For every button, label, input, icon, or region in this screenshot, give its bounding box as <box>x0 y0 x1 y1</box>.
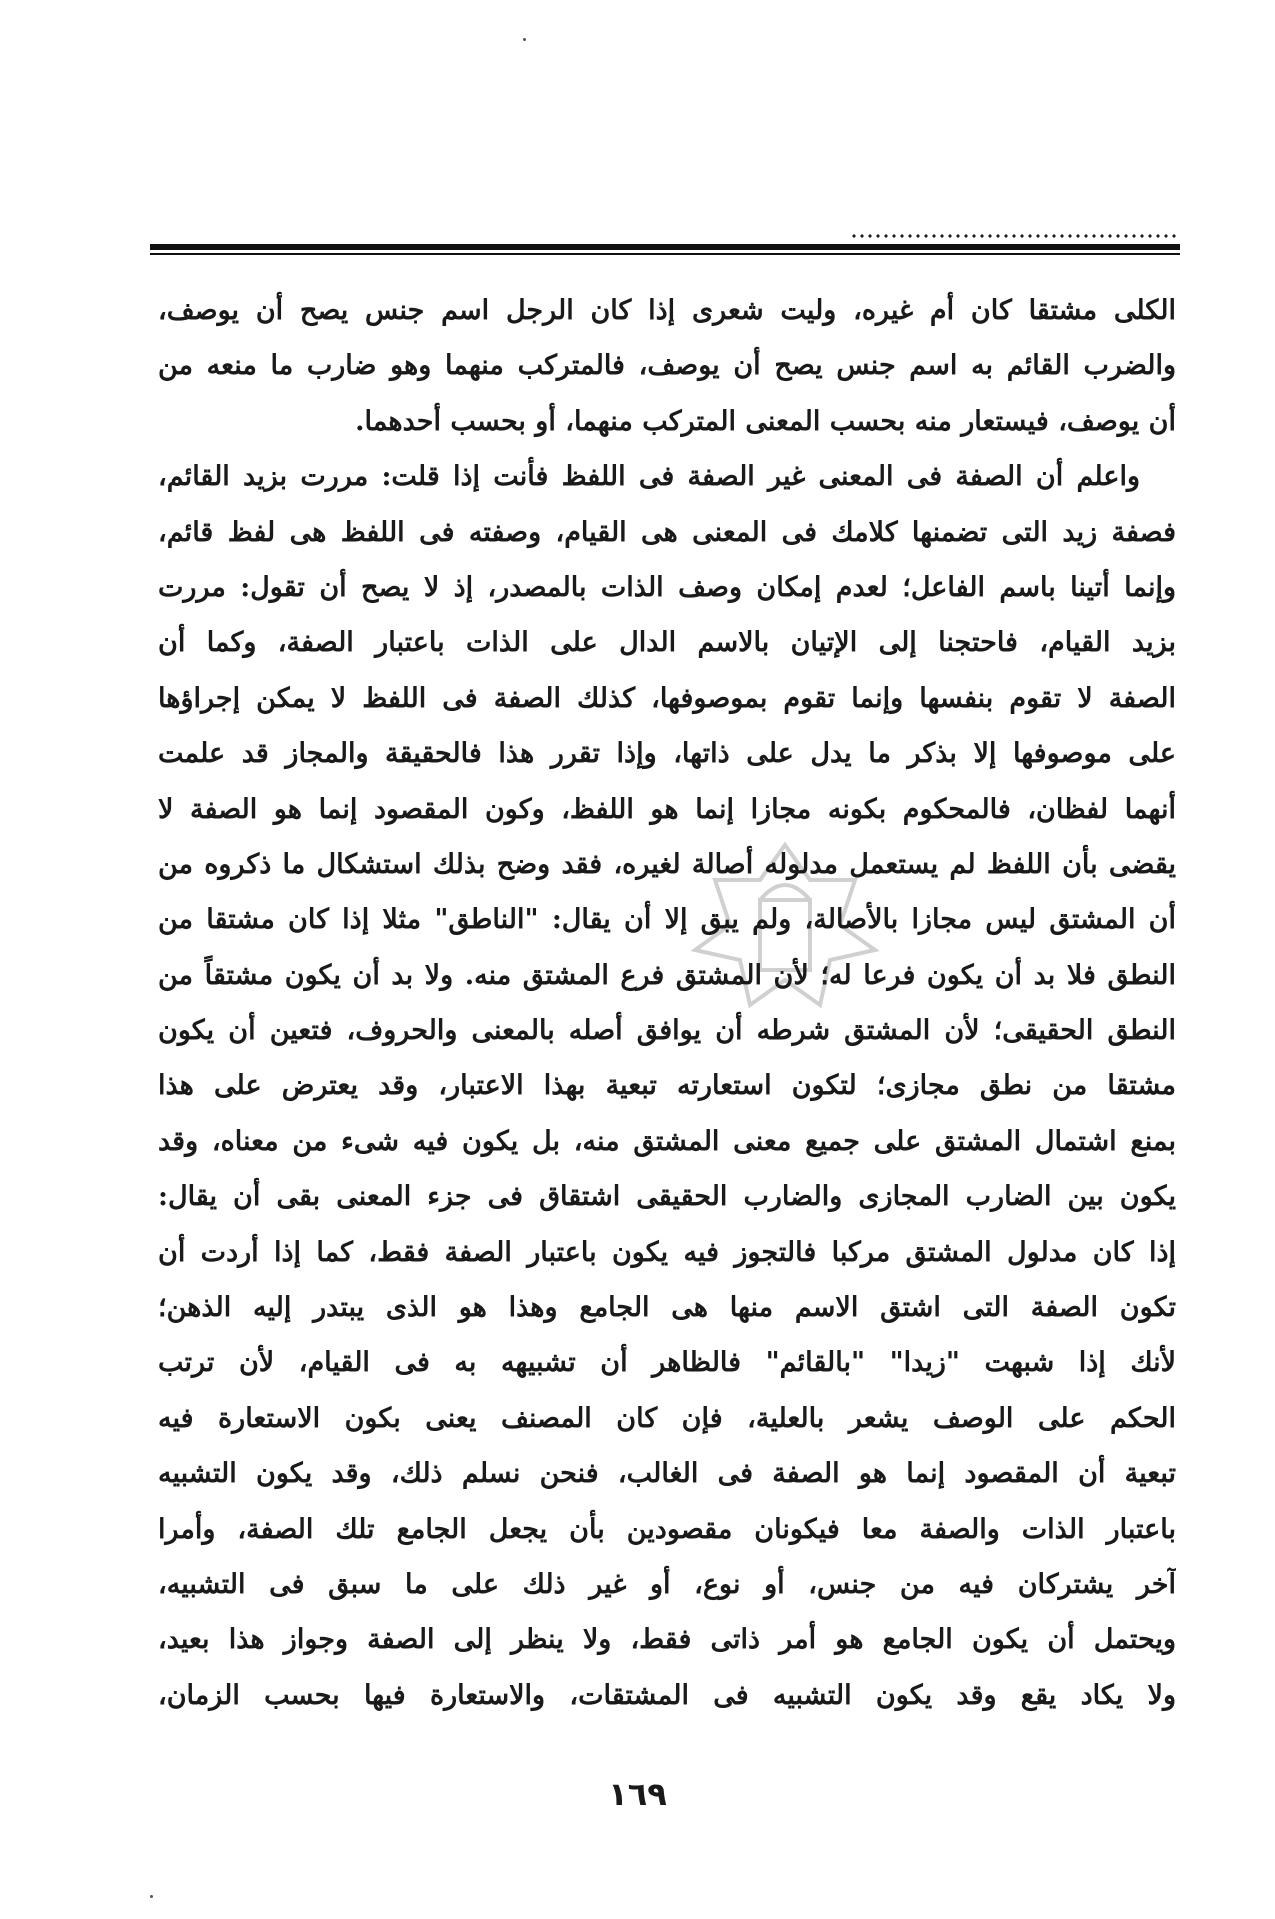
text-line: والضرب القائم به اسم جنس يصح أن يوصف، فالمتركب منهما وهو ضارب ما منعه من <box>158 350 1176 382</box>
header-thin-line <box>150 253 1180 255</box>
text-line: يقضى بأن اللفظ لم يستعمل مدلوله أصالة لغيره، فقد وضح بذلك استشكال ما ذكروه من <box>158 848 1176 880</box>
text-line: لأنك إذا شبهت "زيدا" "بالقائم" فالظاهر أن تشبيهه به فى القيام، لأن ترتب <box>158 1347 1176 1379</box>
header-thick-line <box>150 244 1180 250</box>
text-line: ولا يكاد يقع وقد يكون التشبيه فى المشتقات، والاستعارة فيها بحسب الزمان، <box>158 1679 1176 1711</box>
text-line: النطق فلا بد أن يكون فرعا له؛ لأن المشتق فرع المشتق منه. ولا بد أن يكون مشتقاً من <box>158 959 1176 991</box>
text-line: تبعية أن المقصود إنما هو الصفة فى الغالب، فنحن نسلم ذلك، وقد يكون التشبيه <box>158 1458 1176 1490</box>
text-line: النطق الحقيقى؛ لأن المشتق شرطه أن يوافق أصله بالمعنى والحروف، فتعين أن يكون <box>158 1015 1176 1047</box>
text-line: الصفة لا تقوم بنفسها وإنما تقوم بموصوفها، كذلك الصفة فى اللفظ لا يمكن إجراؤها <box>158 682 1176 714</box>
text-line: أن يوصف، فيستعار منه بحسب المعنى المتركب منهما، أو بحسب أحدهما. <box>355 405 1176 437</box>
text-line: إذا كان مدلول المشتق مركبا فالتجوز فيه يكون باعتبار الصفة فقط، كما إذا أردت أن <box>158 1236 1176 1268</box>
text-line: ويحتمل أن يكون الجامع هو أمر ذاتى فقط، ولا ينظر إلى الصفة وجواز هذا بعيد، <box>158 1624 1176 1656</box>
scan-speck <box>523 38 526 41</box>
text-line: على موصوفها إلا بذكر ما يدل على ذاتها، وإذا تقرر هذا فالحقيقة والمجاز قد علمت <box>158 738 1176 770</box>
header-rule <box>150 234 1180 256</box>
header-dotted-line <box>850 234 1180 238</box>
text-line: بزيد القيام، فاحتجنا إلى الإتيان بالاسم الدال على الذات باعتبار الصفة، وكما أن <box>158 627 1176 659</box>
page-number: ١٦٩ <box>608 1775 667 1813</box>
text-line: أنهما لفظان، فالمحكوم بكونه مجازا إنما هو اللفظ، وكون المقصود إنما هو الصفة لا <box>158 793 1176 825</box>
text-line: مشتقا من نطق مجازى؛ لتكون استعارته تبعية بهذا الاعتبار، وقد يعترض على هذا <box>158 1070 1176 1102</box>
text-line: يكون بين الضارب المجازى والضارب الحقيقى اشتقاق فى جزء المعنى بقى أن يقال: <box>158 1181 1176 1213</box>
text-line: باعتبار الذات والصفة معا فيكونان مقصودين بأن يجعل الجامع تلك الصفة، وأمرا <box>158 1513 1176 1545</box>
text-line: آخر يشتركان فيه من جنس، أو نوع، أو غير ذلك على ما سبق فى التشبيه، <box>158 1568 1176 1600</box>
text-line: بمنع اشتمال المشتق على جميع معنى المشتق منه، بل يكون فيه شىء من معناه، وقد <box>158 1125 1176 1157</box>
paragraph-first-line: واعلم أن الصفة فى المعنى غير الصفة فى اللفظ فأنت إذا قلت: مررت بزيد القائم، <box>158 461 1140 493</box>
scan-speck <box>150 1895 153 1898</box>
text-line: الكلى مشتقا كان أم غيره، وليت شعرى إذا كان الرجل اسم جنس يصح أن يوصف، <box>158 295 1176 326</box>
text-line: تكون الصفة التى اشتق الاسم منها هى الجامع وهذا هو الذى يبتدر إليه الذهن؛ <box>158 1292 1176 1324</box>
text-line: الحكم على الوصف يشعر بالعلية، فإن كان المصنف يعنى بكون الاستعارة فيه <box>158 1402 1176 1434</box>
text-line: فصفة زيد التى تضمنها كلامك فى المعنى هى القيام، وصفته فى اللفظ هى لفظ قائم، <box>158 516 1176 548</box>
text-line: وإنما أتينا باسم الفاعل؛ لعدم إمكان وصف الذات بالمصدر، إذ لا يصح أن تقول: مررت <box>158 571 1176 603</box>
body-text <box>158 283 1176 1723</box>
text-line: أن المشتق ليس مجازا بالأصالة، ولم يبق إلا أن يقال: "الناطق" مثلا إذا كان مشتقا من <box>158 904 1176 936</box>
